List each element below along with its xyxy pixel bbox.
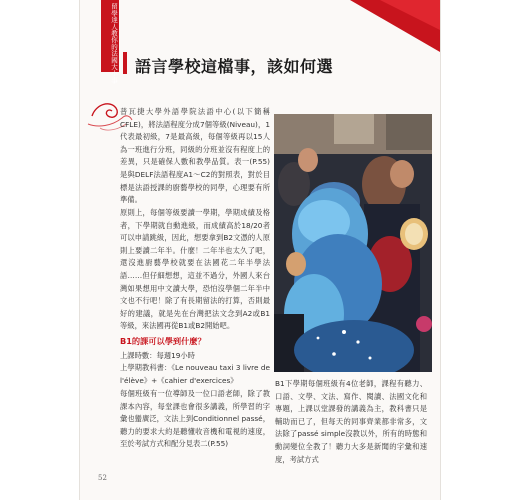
festival-crowd-image xyxy=(274,114,432,372)
textbook-info: 上學期教科書：《Le nouveau taxi 3 livre de l'élève》+《cahier d'exercices》 xyxy=(120,363,270,385)
book-page xyxy=(79,0,441,500)
title-accent-bar xyxy=(123,52,127,74)
paragraph-b1-second-semester: B1下學期每個班級有4位老師，課程有聽力、口語、文學、文法、寫作、閱讀、法國文化和專題，上課以堂課發的講義為主，教科書只是輔助而已了，但每天的同事齊業都非常多，文法除了passé simple沒教以外，所有的時態和動詞變位全教了！聽力大多是新聞的字彙和速度，考試方式 xyxy=(275,379,427,464)
paragraph-intro: 普瓦捷大學外語學院法語中心(以下簡稱CFLE)，將法語程度分成7個等級(Niveau)，1代表最初級，7是最高級，每個等級再以15人為一班進行分班，同級的分班並沒有程度上的差異，只是確保人數和教學品質。表一(P.55)是與DELF法語程度A1～C2的對照表，對於目標是法語授課的廚藝學校的同學，心理要有所準備。 xyxy=(120,107,270,205)
street-festival-photo xyxy=(274,114,432,372)
paragraph-class-details: 每個班級有一位導師及一位口語老師，除了教課本內容，每堂課也會很多講義，所學習的字彙也蠻廣泛，文法上到Conditionnel passé，聽力的要求大約是聽懂收音機和電視的速度，至於考試方式和配分見表二(P.55) xyxy=(120,389,270,449)
section-subheading: B1的課可以學到什麼？ xyxy=(120,336,206,346)
page-number: 52 xyxy=(98,474,107,482)
paragraph-levels: 原則上，每個等級要讀一學期，學期成績及格者，下學期就自動進級，而成績高於18/20者可以申請跳級，因此，想要拿到B2文憑的人原則上要讀二年半。什麼！二年半也太久了吧，還沒進廚藝學校就要在法國花二年半學法語……但仔細想想，這並不過分，外國人來台灣如果想用中文讀大學，恐怕沒學個二年半中文也不行吧！除了有長期留法的打算，否則最好的建議，就是先在台灣把法文念到A2或B1等級，來法國再從B1或B2開始吧。 xyxy=(120,208,270,331)
section-tag-label: 留學達人教你的法國大小事 xyxy=(110,3,118,84)
class-hours: 上課時數：每週19小時 xyxy=(120,351,195,360)
corner-ribbon-inner xyxy=(380,0,440,30)
page-title: 語言學校這檔事，該如何選 xyxy=(135,57,334,76)
